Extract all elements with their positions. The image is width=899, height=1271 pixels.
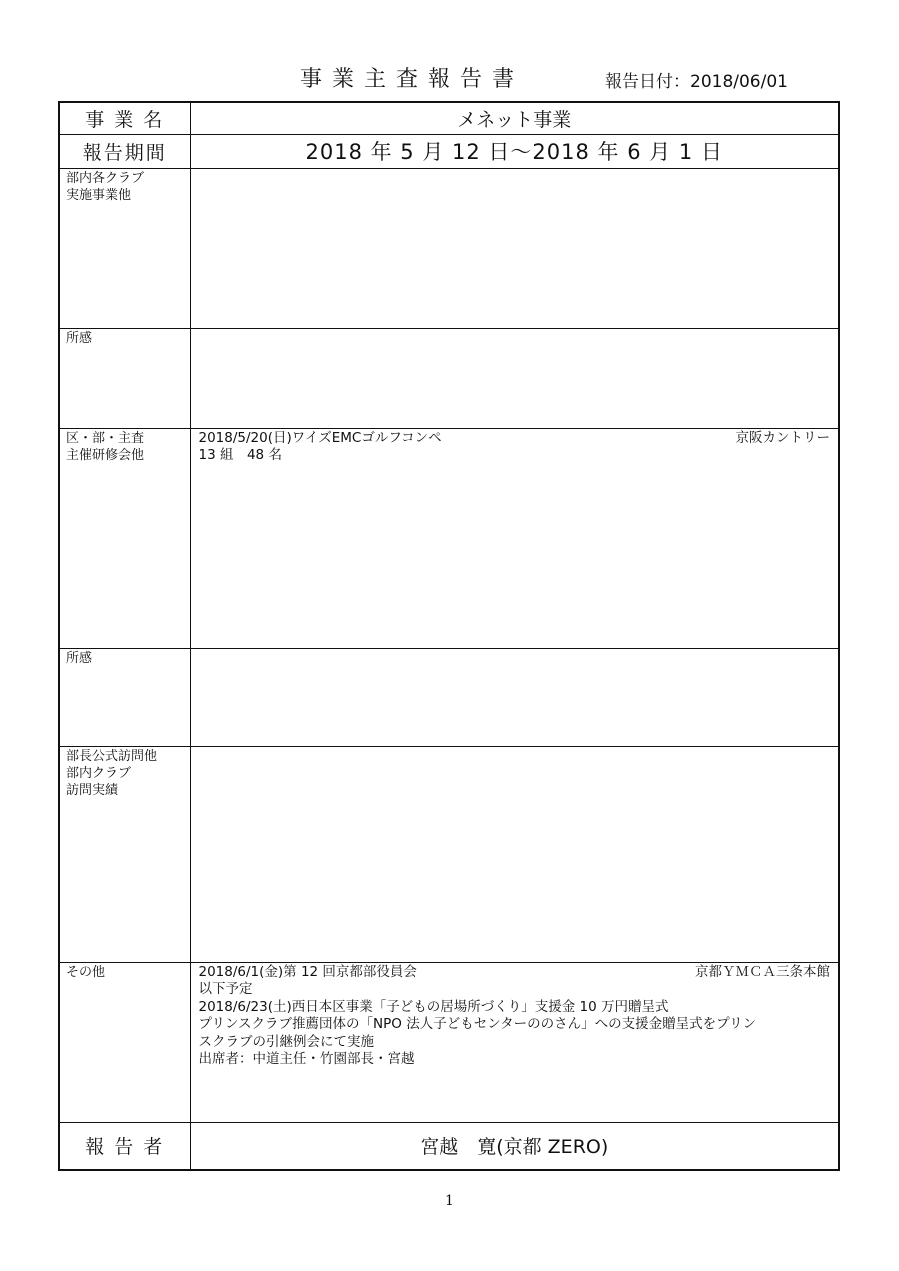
impression1-label: 所感: [59, 328, 190, 428]
reporter-value: 宮越 寛(京都 ZERO): [190, 1122, 839, 1170]
project-value: メネット事業: [190, 102, 839, 134]
club-events-row: [59, 168, 839, 328]
other-line-1: [199, 964, 831, 982]
other-line-6: 出席者：中道主任・竹園部長・宮越: [198, 1051, 415, 1067]
other-line-3: 2018/6/23(土)西日本区事業「子どもの居場所づくり」支援金 10 万円贈呈式: [198, 998, 669, 1015]
club-events-label-line1: 部内各クラブ: [66, 170, 145, 186]
district-event-venue: 京阪カントリー: [735, 429, 830, 446]
district-events-label-line1: 区・部・主査: [66, 430, 145, 446]
project-label: 事 業 名: [59, 102, 190, 134]
reporter-row: [59, 1122, 839, 1170]
other-line-2: 以下予定: [198, 981, 253, 997]
official-visits-row: [59, 746, 839, 962]
other-meeting-venue: 京都ＹＭＣＡ三条本館: [695, 963, 830, 980]
impression2-row: [59, 648, 839, 746]
club-events-label-line2: 実施事業他: [66, 187, 132, 203]
district-events-label-line2: 主催研修会他: [66, 447, 145, 463]
document-title: 事業主査報告書: [300, 67, 525, 92]
impression1-content: [190, 328, 839, 428]
impression2-content: [190, 648, 839, 746]
report-table: [58, 101, 840, 1171]
other-row: [59, 962, 839, 1122]
period-row: [59, 134, 839, 168]
district-event-attendance: 13 組 48 名: [198, 447, 282, 463]
reporter-label: 報 告 者: [59, 1122, 190, 1170]
other-line-5: スクラブの引継例会にて実施: [198, 1033, 374, 1050]
impression1-row: [59, 328, 839, 428]
other-line-4: プリンスクラブ推薦団体の「NPO 法人子どもセンターののさん」への支援金贈呈式をプリン: [198, 1016, 757, 1032]
district-events-row: [59, 428, 839, 648]
other-meeting-title: 2018/6/1(金)第 12 回京都部役員会: [198, 963, 417, 980]
official-visits-label-line2: 部内クラブ: [66, 765, 132, 781]
official-visits-content: [190, 746, 839, 962]
club-events-content: [190, 168, 839, 328]
project-row: [59, 102, 839, 134]
official-visits-label-line3: 訪問実績: [66, 782, 119, 798]
district-events-label: [59, 428, 190, 648]
official-visits-label-line1: 部長公式訪問他: [66, 748, 158, 764]
official-visits-label: [59, 746, 190, 962]
period-label: 報告期間: [59, 134, 190, 168]
page-number: 1: [445, 1193, 454, 1209]
impression2-label: 所感: [59, 648, 190, 746]
other-content: [190, 962, 839, 1122]
club-events-label: [59, 168, 190, 328]
district-events-content: [190, 428, 839, 648]
report-date: 報告日付：2018/06/01: [605, 72, 788, 92]
district-event-title: 2018/5/20(日)ワイズEMCゴルフコンペ: [198, 429, 442, 446]
district-event-line: [199, 430, 831, 448]
period-value: 2018 年 5 月 12 日〜2018 年 6 月 1 日: [190, 134, 839, 168]
other-label: その他: [59, 962, 190, 1122]
